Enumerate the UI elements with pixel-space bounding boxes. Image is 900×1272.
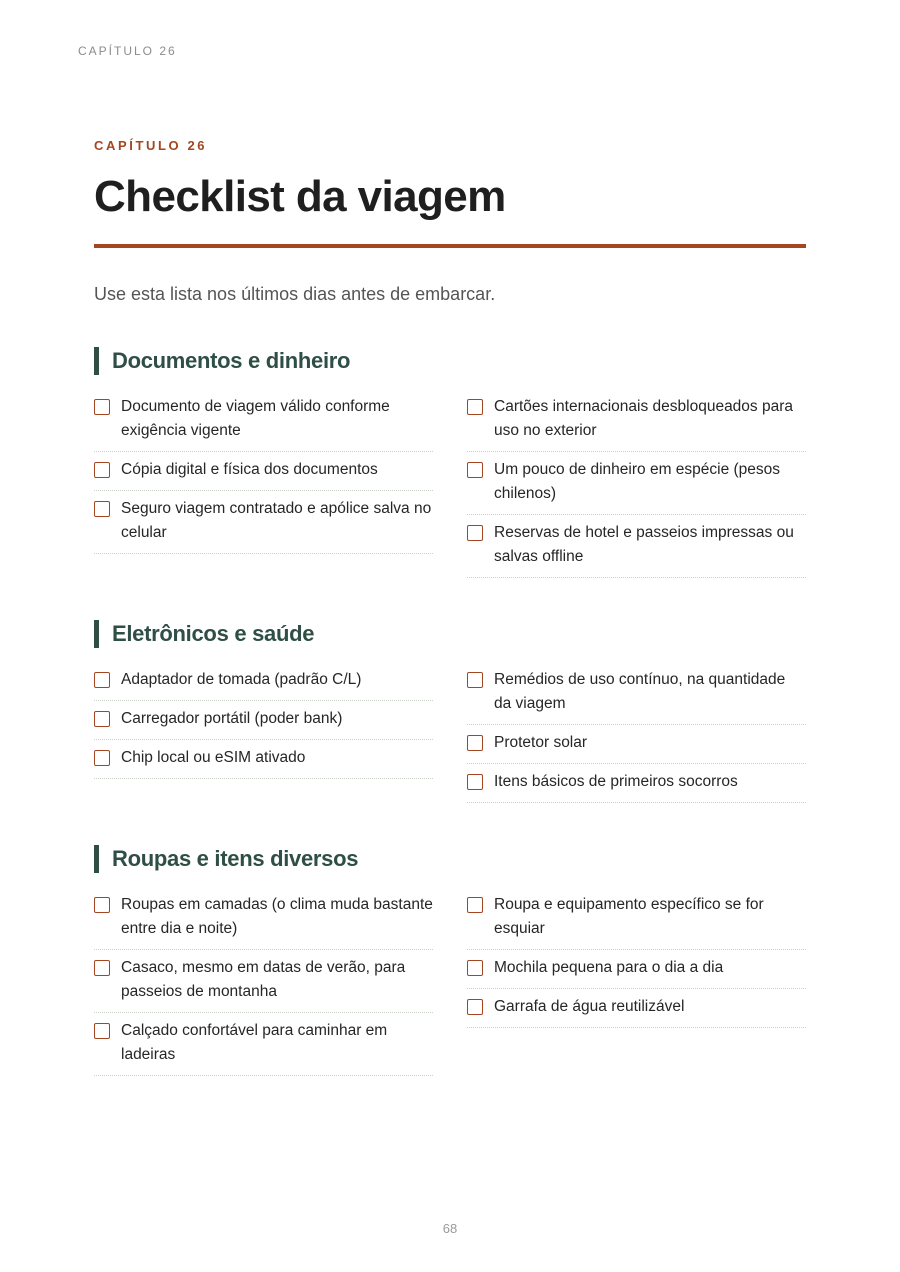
checkbox[interactable] (94, 750, 110, 766)
checklist-item[interactable] (467, 731, 806, 764)
checklist-item-label: Carregador portátil (poder bank) (121, 710, 343, 727)
checkbox[interactable] (467, 399, 483, 415)
checklist-item[interactable] (467, 893, 806, 950)
section-title: Eletrônicos e saúde (94, 620, 806, 648)
checkbox[interactable] (94, 897, 110, 913)
checkbox[interactable] (467, 960, 483, 976)
running-header: CAPÍTULO 26 (78, 44, 177, 58)
checklist-item-label: Roupa e equipamento específico se for esquiar (494, 896, 764, 937)
checkbox[interactable] (467, 462, 483, 478)
checklist-item-label: Cópia digital e física dos documentos (121, 461, 378, 478)
page-number: 68 (442, 1221, 458, 1236)
checklist-item[interactable] (94, 497, 433, 554)
checkbox[interactable] (94, 711, 110, 727)
checklist-item-label: Reservas de hotel e passeios impressas ou salvas offline (494, 524, 794, 565)
checkbox[interactable] (94, 1023, 110, 1039)
page-title: Checklist da viagem (94, 172, 506, 221)
checklist-item[interactable] (467, 956, 806, 989)
checklist-column-right (467, 668, 806, 809)
checklist-column-left (94, 668, 433, 809)
checklist-item-label: Calçado confortável para caminhar em ladeiras (121, 1022, 388, 1063)
section-roupas (94, 845, 806, 1082)
checkbox[interactable] (467, 735, 483, 751)
intro-text: Use esta lista nos últimos dias antes de embarcar. (94, 284, 496, 304)
checklist-columns (94, 893, 806, 1082)
checklist-column-left (94, 893, 433, 1082)
checklist-item[interactable] (467, 995, 806, 1028)
checklist-item-label: Roupas em camadas (o clima muda bastante entre dia e noite) (121, 896, 433, 937)
checklist-item[interactable] (94, 668, 433, 701)
checklist-item-label: Cartões internacionais desbloqueados para uso no exterior (494, 398, 794, 439)
checkbox[interactable] (467, 774, 483, 790)
checklist-column-left (94, 395, 433, 584)
checkbox[interactable] (467, 999, 483, 1015)
checklist-item-label: Seguro viagem contratado e apólice salva no celular (121, 500, 432, 541)
checklist-item[interactable] (467, 395, 806, 452)
checkbox[interactable] (94, 960, 110, 976)
section-eletronicos (94, 620, 806, 809)
checklist-item-label: Garrafa de água reutilizável (494, 998, 685, 1015)
checkbox[interactable] (94, 462, 110, 478)
checklist-item-label: Itens básicos de primeiros socorros (494, 773, 738, 790)
checklist-item[interactable] (94, 956, 433, 1013)
checklist-item[interactable] (467, 521, 806, 578)
checklist-columns (94, 668, 806, 809)
checklist-item-label: Casaco, mesmo em datas de verão, para passeios de montanha (121, 959, 406, 1000)
checkbox[interactable] (94, 672, 110, 688)
checklist-item-label: Adaptador de tomada (padrão C/L) (121, 671, 362, 688)
section-title: Roupas e itens diversos (94, 845, 806, 873)
checklist-item[interactable] (94, 893, 433, 950)
checklist-item-label: Protetor solar (494, 734, 588, 751)
checklist-item[interactable] (94, 1019, 433, 1076)
checklist-item[interactable] (467, 458, 806, 515)
checklist-item-label: Remédios de uso contínuo, na quantidade da viagem (494, 671, 786, 712)
checklist-item[interactable] (467, 770, 806, 803)
checklist-column-right (467, 893, 806, 1082)
checklist-item-label: Chip local ou eSIM ativado (121, 749, 306, 766)
checklist-item[interactable] (467, 668, 806, 725)
checklist-columns (94, 395, 806, 584)
checkbox[interactable] (467, 672, 483, 688)
checkbox[interactable] (94, 501, 110, 517)
section-title: Documentos e dinheiro (94, 347, 806, 375)
checklist-item-label: Mochila pequena para o dia a dia (494, 959, 724, 976)
checklist-item[interactable] (94, 746, 433, 779)
title-divider (94, 244, 806, 248)
checklist-item[interactable] (94, 458, 433, 491)
checklist-item-label: Documento de viagem válido conforme exigência vigente (121, 398, 390, 439)
checklist-column-right (467, 395, 806, 584)
checklist-item[interactable] (94, 395, 433, 452)
checkbox[interactable] (94, 399, 110, 415)
section-documentos (94, 347, 806, 584)
checkbox[interactable] (467, 897, 483, 913)
page-content (94, 138, 806, 1082)
checkbox[interactable] (467, 525, 483, 541)
checklist-item[interactable] (94, 707, 433, 740)
checklist-item-label: Um pouco de dinheiro em espécie (pesos chilenos) (494, 461, 781, 502)
chapter-eyebrow: CAPÍTULO 26 (94, 138, 208, 153)
